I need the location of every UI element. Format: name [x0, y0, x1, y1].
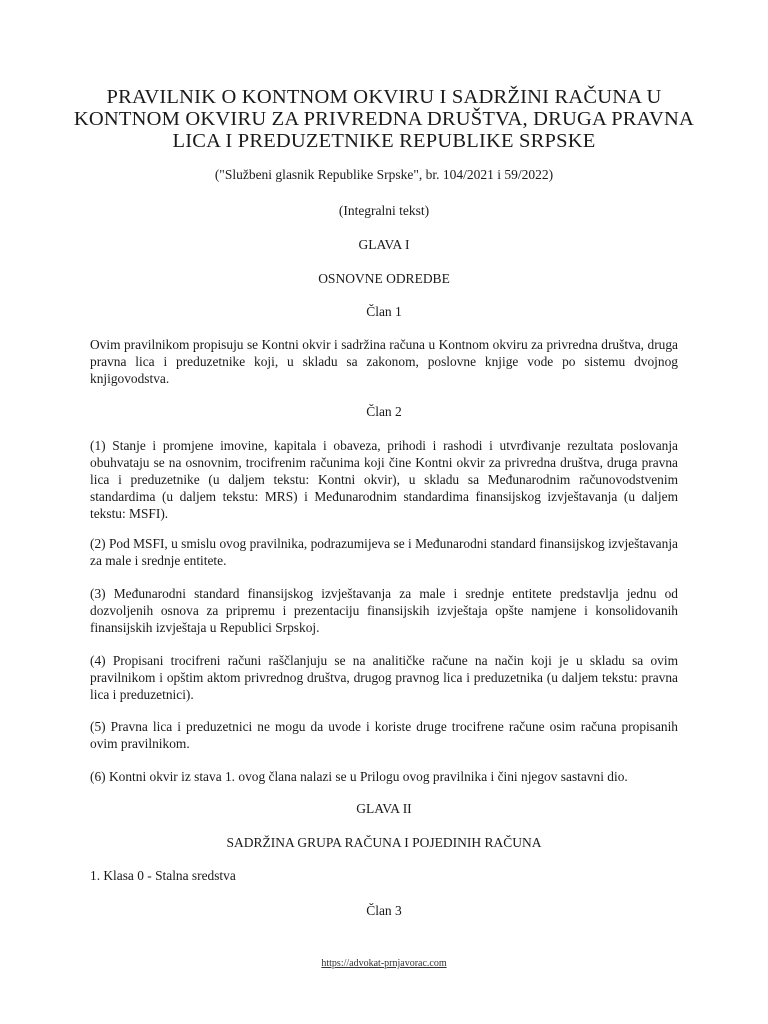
chapter-2-title: SADRŽINA GRUPA RAČUNA I POJEDINIH RAČUNA: [226, 835, 542, 850]
integral-text-note: (Integralni tekst): [338, 203, 430, 218]
document-title: PRAVILNIK O KONTNOM OKVIRU I SADRŽINI RAČUNA U KONTNOM OKVIRU ZA PRIVREDNA DRUŠTVA, DRUGA PRAVNA LICA I PREDUZETNIKE REPUBLIKE SRPSKE: [73, 86, 695, 152]
article-1-heading: Član 1: [366, 304, 402, 319]
article-2-heading: Član 2: [366, 404, 402, 419]
chapter-2-heading: GLAVA II: [356, 801, 412, 816]
article-2-paragraph-2: (2) Pod MSFI, u smislu ovog pravilnika, podrazumijeva se i Međunarodni standard finansijskog izvještavanja za male i srednje entitete.: [90, 536, 678, 568]
page-footer: [0, 957, 768, 971]
article-2-paragraph-1: (1) Stanje i promjene imovine, kapitala i obaveza, prihodi i rashodi i utvrđivanje rezultata poslovanja obuhvataju se na osnovnim, trocifrenim računima koji čine Kontni okvir za privredna društva, druga pravna lica i preduzetnike (u daljem tekstu: Kontni okvir), u skladu sa Međunarodnim računovodstvenim standardima (u daljem tekstu: MRS) i Međunarodnim standardima finansijskog izvještavanja (u daljem tekstu: MSFI).: [90, 438, 678, 521]
chapter-1-title: OSNOVNE ODREDBE: [318, 271, 450, 286]
class-0-item: 1. Klasa 0 - Stalna sredstva: [90, 868, 236, 883]
article-2-paragraph-3: (3) Međunarodni standard finansijskog izvještavanja za male i srednje entitete predstavlja jednu od dozvoljenih osnova za pripremu i prezentaciju finansijskih izvještaja opšte namjene i konsolidovanih finansijskih izvještaja u Republici Srpskoj.: [90, 586, 678, 635]
article-2-paragraph-4: (4) Propisani trocifreni računi raščlanjuju se na analitičke račune na način koji je u skladu sa ovim pravilnikom i opštim aktom privrednog društva, drugog pravnog lica i preduzetnika (u daljem tekstu: pravna lica i preduzetnici).: [90, 653, 678, 702]
gazette-reference: ("Službeni glasnik Republike Srpske", br. 104/2021 i 59/2022): [214, 167, 554, 182]
footer-website-link[interactable]: https://advokat-prnjavorac.com: [321, 958, 447, 969]
chapter-1-heading: GLAVA I: [358, 237, 410, 252]
article-2-paragraph-5: (5) Pravna lica i preduzetnici ne mogu da uvode i koriste druge trocifrene račune osim računa propisanih ovim pravilnikom.: [90, 719, 678, 751]
article-3-heading: Član 3: [366, 903, 402, 918]
article-1-text: Ovim pravilnikom propisuju se Kontni okvir i sadržina računa u Kontnom okviru za privredna društva, druga pravna lica i preduzetnike koji, u skladu sa zakonom, poslovne knjige vode po sistemu dvojnog knjigovodstva.: [90, 337, 678, 386]
article-2-paragraph-6: (6) Kontni okvir iz stava 1. ovog člana nalazi se u Prilogu ovog pravilnika i čini njegov sastavni dio.: [90, 769, 628, 784]
